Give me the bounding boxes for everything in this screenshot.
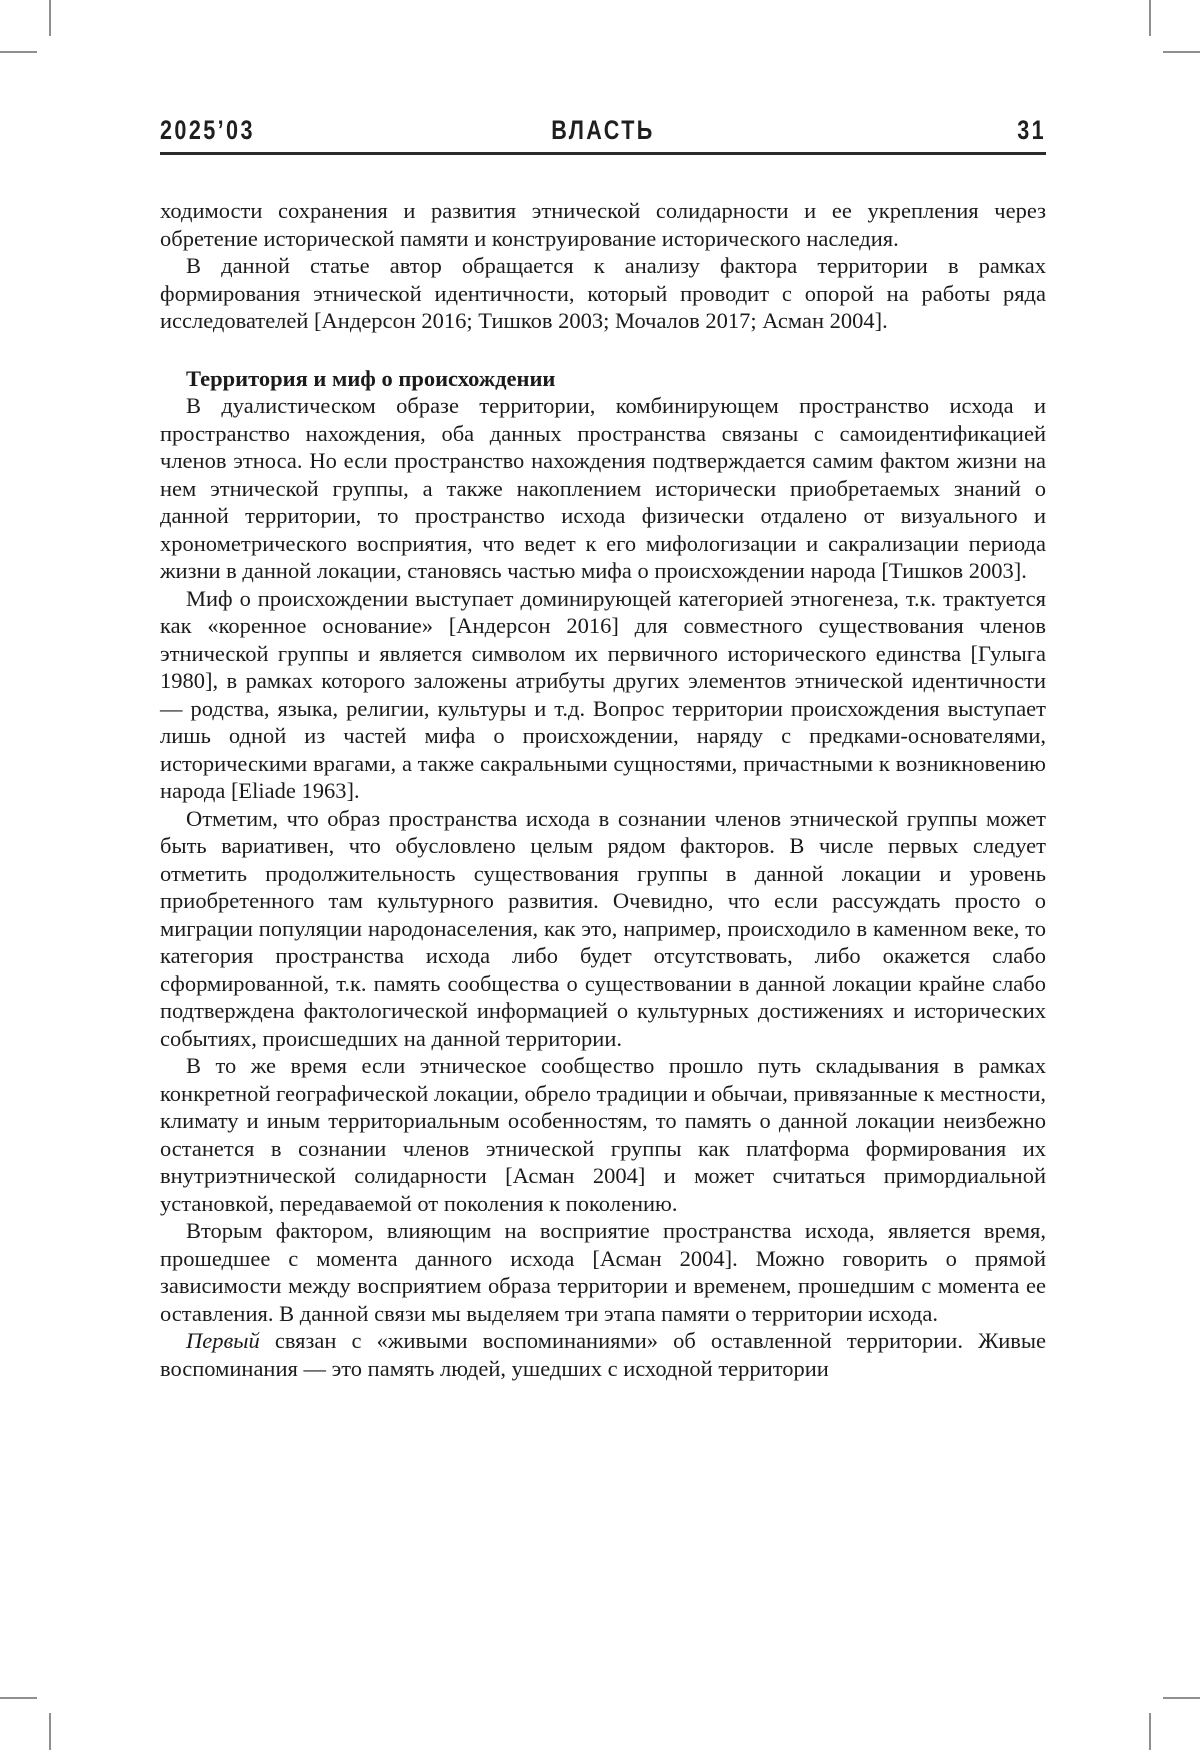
crop-mark-top-right-vertical: [1149, 0, 1151, 36]
paragraph: В данной статье автор обращается к анализу фактора территории в рамках формирования этнической идентичности, который проводит с опорой на работы ряда исследователей [Андерсон 2016; Тишков 2003; Мочалов 2017; Асман 2004].: [160, 253, 1046, 333]
crop-mark-bottom-left-horizontal: [0, 1697, 37, 1699]
crop-mark-bottom-right-vertical: [1149, 1713, 1151, 1750]
paragraph: Отметим, что образ пространства исхода в сознании членов этнической группы может быть вариативен, что обусловлено целым рядом факторов. В числе первых следует отметить продолжительность существования группы в данной локации и уровень приобретенного там культурного развития. Очевидно, что если рассуждать просто о миграции популяции народонаселения, как это, например, происходило в каменном веке, то категория пространства исхода либо будет отсутствовать, либо окажется слабо сформированной, т.к. память сообщества о существовании в данной локации крайне слабо подтверждена фактологической информацией о культурных достижениях и исторических событиях, происшедших на данной территории.: [160, 805, 1046, 1051]
paragraph: Миф о происхождении выступает доминирующей категорией этногенеза, т.к. трактуется как «коренное основание» [Андерсон 2016] для совместного существования членов этнической группы и является символом их первичного исторического единства [Гулыга 1980], в рамках которого заложены атрибуты других элементов этнической идентичности — родства, языка, религии, культуры и т.д. Вопрос территории происхождения выступает лишь одной из частей мифа о происхождении, наряду с предками-основателями, историческими врагами, а также сакральными сущностями, причастными к возникновению народа [Eliade 1963].: [160, 585, 1046, 803]
journal-title: ВЛАСТЬ: [551, 115, 655, 145]
paragraph: Первый связан с «живыми воспоминаниями» об оставленной территории. Живые воспоминания — это память людей, ушедших с исходной территории: [160, 1328, 1046, 1381]
paragraph: В то же время если этническое сообщество прошло путь складывания в рамках конкретной географической локации, обрело традиции и обычаи, привязанные к местности, климату и иным территориальным особенностям, то память о данной локации неизбежно останется в сознании членов этнической группы как платформа формирования их внутриэтнической солидарности [Асман 2004] и может считаться примордиальной установкой, передаваемой от поколения к поколению.: [160, 1053, 1046, 1216]
crop-mark-top-left-vertical: [49, 0, 51, 36]
crop-mark-bottom-right-horizontal: [1163, 1697, 1200, 1699]
crop-mark-top-left-horizontal: [0, 51, 37, 53]
crop-mark-top-right-horizontal: [1163, 51, 1200, 53]
paragraph: В дуалистическом образе территории, комбинирующем пространство исхода и пространство нахождения, оба данных пространства связаны с самоидентификацией членов этноса. Но если пространство нахождения подтверждается самим фактом жизни на нем этнической группы, а также накоплением исторически приобретаемых знаний о данной территории, то пространство исхода физически отдалено от визуального и хронометрического восприятия, что ведет к его мифологизации и сакрализации периода жизни в данной локации, становясь частью мифа о происхождении народа [Тишков 2003].: [160, 393, 1046, 583]
issue-label: 2025’03: [160, 115, 255, 145]
paragraph: Вторым фактором, влияющим на восприятие пространства исхода, является время, прошедшее с момента данного исхода [Асман 2004]. Можно говорить о прямой зависимости между восприятием образа территории и временем, прошедшим с момента ее оставления. В данной связи мы выделяем три этапа памяти о территории исхода.: [160, 1218, 1046, 1326]
section-heading: Территория и миф о происхождении: [186, 365, 556, 391]
lead-italic: Первый: [186, 1328, 260, 1353]
running-head: [160, 117, 1046, 145]
article-body: [160, 197, 1046, 1382]
paragraph: ходимости сохранения и развития этнической солидарности и ее укрепления через обретение исторической памяти и конструирование исторического наследия.: [160, 198, 1046, 251]
header-rule: [160, 152, 1046, 155]
crop-mark-bottom-left-vertical: [49, 1713, 51, 1750]
page-number: 31: [1017, 115, 1046, 145]
